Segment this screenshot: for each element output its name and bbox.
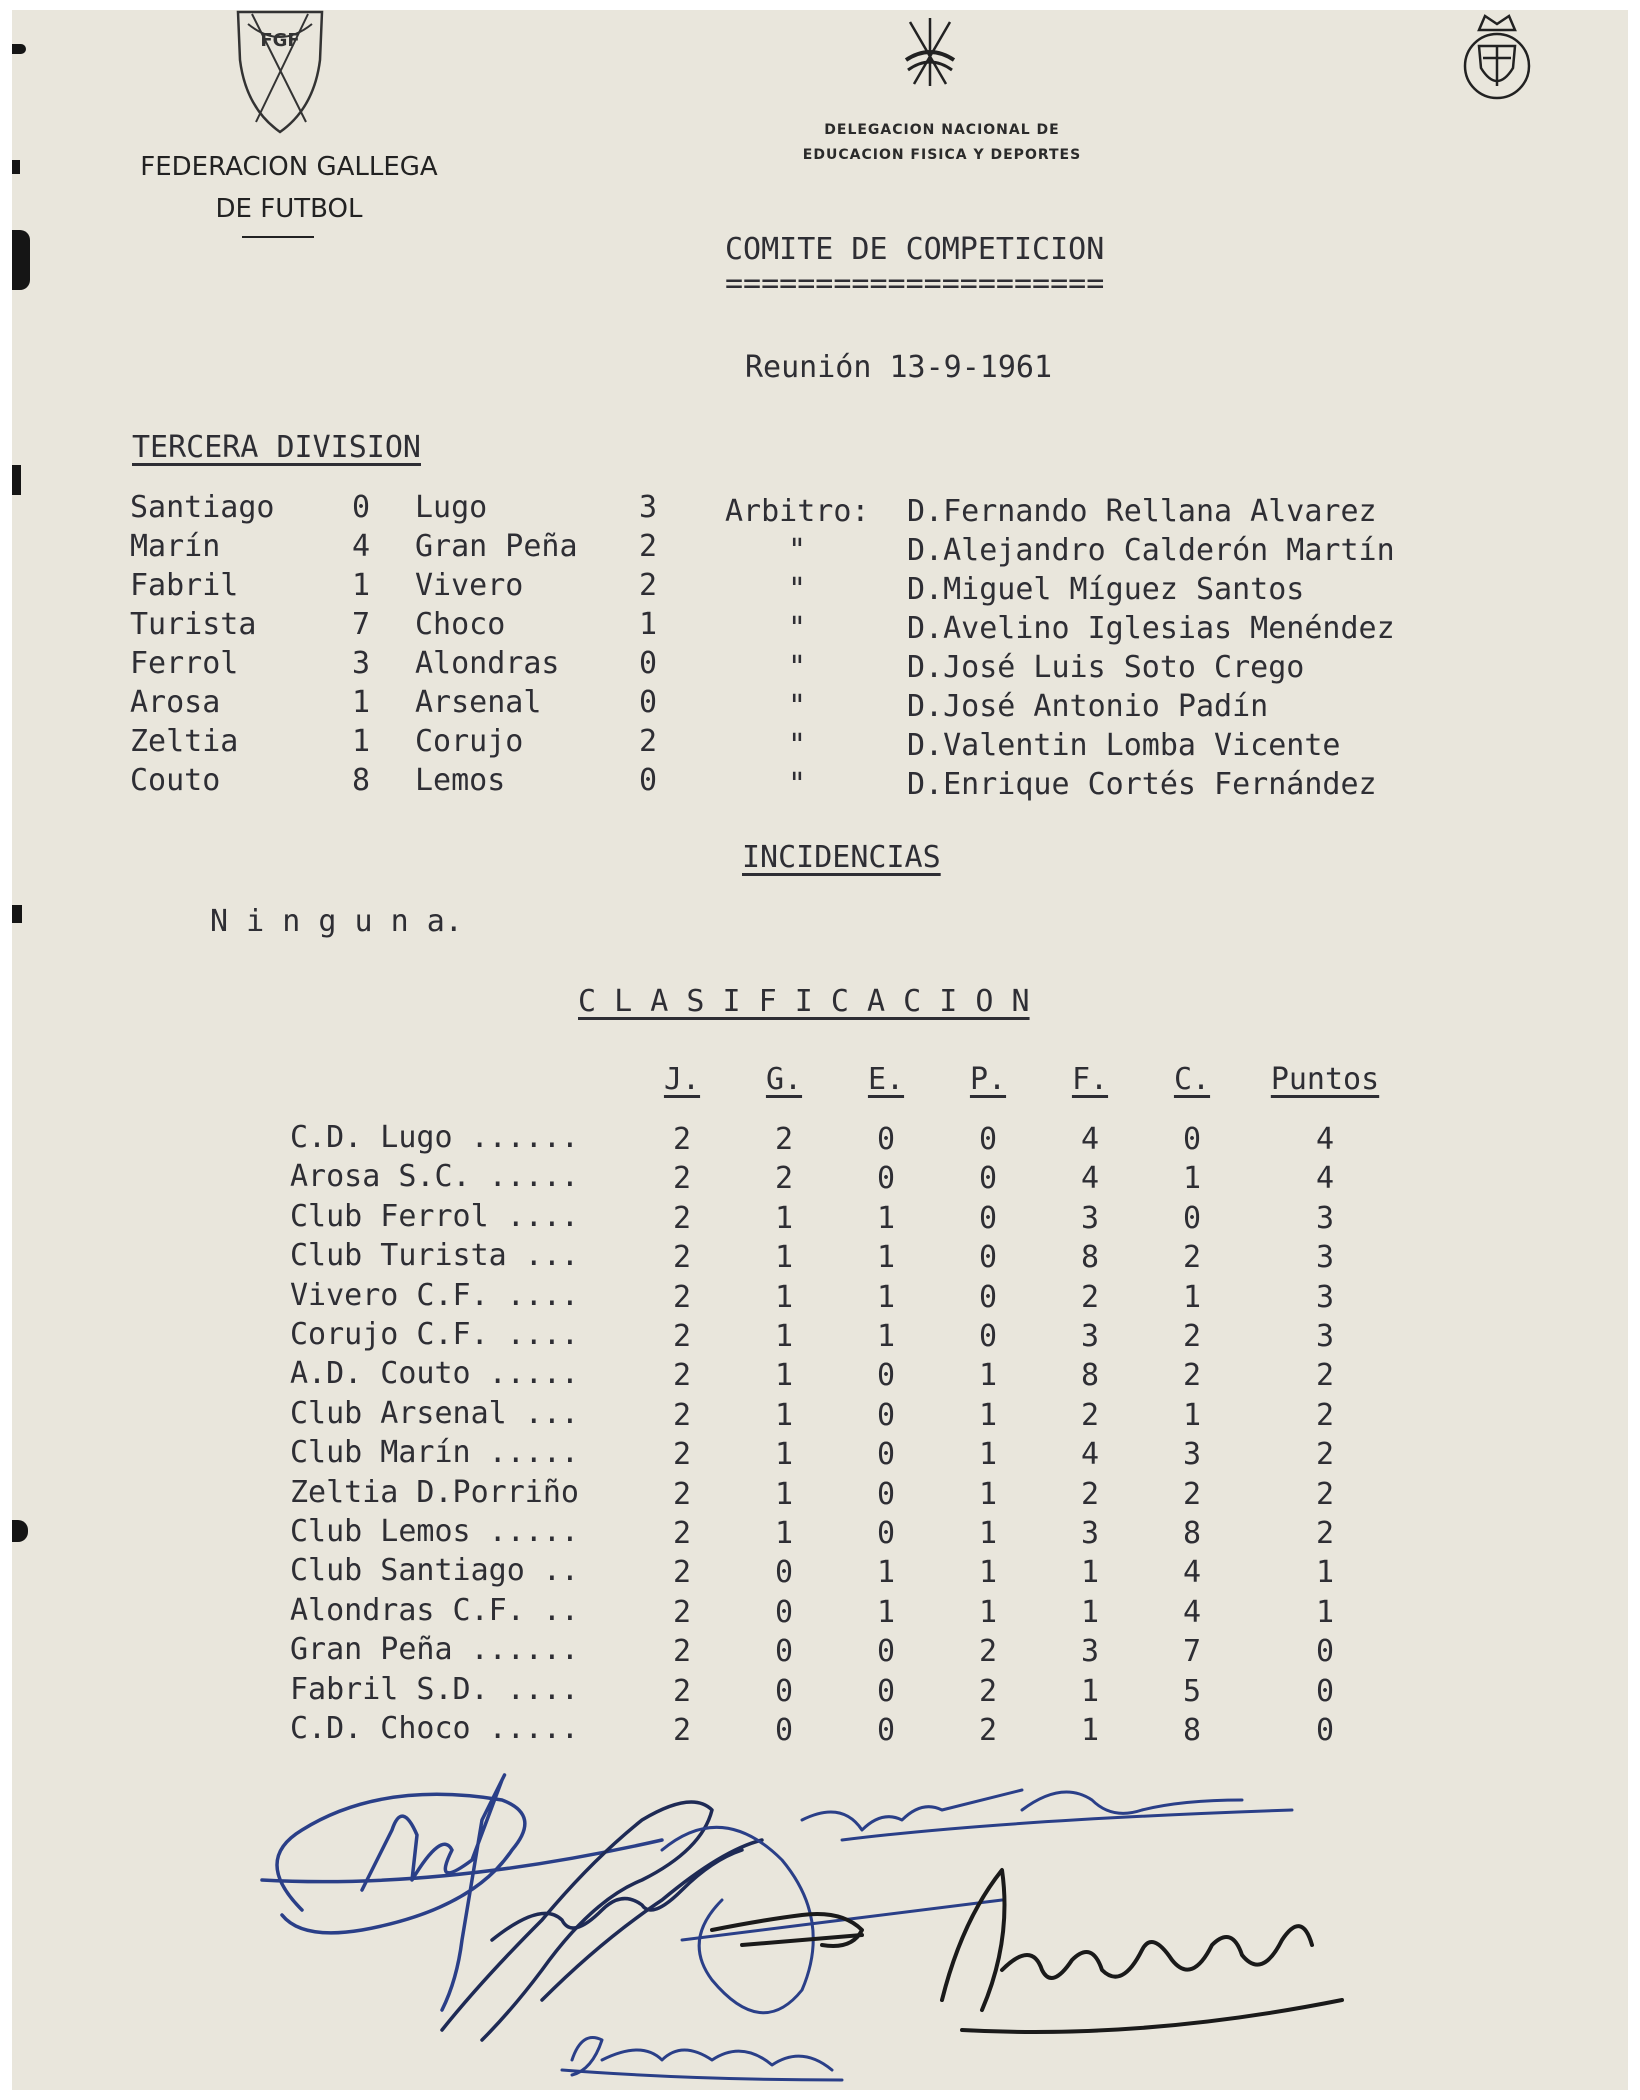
match-home-team: Zeltia: [130, 724, 239, 759]
standings-goals-for: 3: [1080, 1516, 1100, 1551]
standings-drawn: 0: [876, 1516, 896, 1551]
standings-won: 0: [774, 1634, 794, 1670]
match-away-team: Choco: [415, 607, 506, 642]
binder-mark: [12, 160, 20, 174]
referee-name: D.Miguel Míguez Santos: [907, 572, 1305, 607]
standings-played: 2: [672, 1161, 692, 1197]
match-away-goals: 1: [639, 607, 658, 642]
standings-goals-against: 2: [1182, 1476, 1202, 1512]
standings-goals-against: 7: [1182, 1634, 1202, 1670]
standings-drawn: 1: [876, 1240, 896, 1276]
referee-name: D.Valentin Lomba Vicente: [907, 728, 1341, 763]
signature-center: [662, 1790, 1292, 2013]
standings-drawn: 0: [876, 1161, 896, 1197]
standings-goals-for: 2: [1080, 1279, 1100, 1315]
match-away-goals: 0: [639, 685, 658, 720]
committee-title: COMITE DE COMPETICION: [725, 232, 1105, 267]
standings-lost: 0: [978, 1279, 998, 1315]
standings-lost: 1: [978, 1476, 998, 1512]
match-home-team: Couto: [130, 763, 221, 798]
standings-points: 2: [1315, 1516, 1335, 1551]
match-home-goals: 0: [352, 490, 371, 525]
column-header-drawn: E.: [867, 1062, 905, 1097]
referee-ditto: ": [788, 572, 807, 607]
standings-goals-against: 2: [1182, 1240, 1202, 1276]
standings-played: 2: [672, 1397, 692, 1433]
binder-mark: [12, 230, 30, 290]
signatures: [242, 1740, 1542, 2090]
standings-lost: 0: [978, 1240, 998, 1276]
referee-ditto: ": [788, 611, 807, 646]
match-home-goals: 4: [352, 529, 371, 564]
standings-goals-against: 4: [1182, 1594, 1202, 1630]
standings-played: 2: [672, 1358, 692, 1394]
referee-name: D.Avelino Iglesias Menéndez: [907, 611, 1395, 646]
standings-played: 2: [672, 1476, 692, 1512]
standings-goals-against: 1: [1182, 1161, 1202, 1197]
delegation-name-line1: DELEGACION NACIONAL DE: [824, 122, 1060, 138]
standings-team: Gran Peña ......: [290, 1632, 579, 1668]
standings-goals-for: 3: [1080, 1319, 1100, 1354]
standings-points: 2: [1315, 1437, 1335, 1473]
standings-points: 3: [1315, 1279, 1335, 1315]
standings-won: 1: [774, 1437, 794, 1473]
match-away-goals: 2: [639, 529, 658, 564]
standings-team: Club Ferrol ....: [290, 1198, 579, 1234]
standings-goals-for: 3: [1080, 1634, 1100, 1670]
standings-goals-for: 3: [1080, 1200, 1100, 1236]
crowned-crest-emblem: [1457, 10, 1537, 110]
standings-points: 1: [1315, 1594, 1335, 1630]
signature-bottom: [562, 2038, 842, 2081]
standings-drawn: 0: [876, 1122, 896, 1157]
standings-team: Corujo C.F. ....: [290, 1317, 579, 1352]
standings-points: 0: [1315, 1673, 1335, 1709]
standings-played: 2: [672, 1240, 692, 1276]
standings-drawn: 0: [876, 1437, 896, 1473]
column-header-won: G.: [765, 1062, 803, 1097]
standings-team: Vivero C.F. ....: [290, 1277, 579, 1313]
standings-lost: 1: [978, 1594, 998, 1630]
standings-won: 0: [774, 1555, 794, 1591]
binder-mark: [12, 465, 21, 495]
binder-mark: [12, 905, 22, 923]
signature-right: [942, 1870, 1342, 2032]
match-away-team: Arsenal: [415, 685, 542, 720]
standings-drawn: 0: [876, 1713, 896, 1748]
column-header-lost: P.: [969, 1062, 1007, 1097]
referee-name: D.Fernando Rellana Alvarez: [907, 494, 1377, 529]
standings-team: Arosa S.C. .....: [290, 1159, 579, 1195]
standings-played: 2: [672, 1200, 692, 1236]
binder-mark: [12, 1520, 28, 1542]
standings-won: 0: [774, 1673, 794, 1709]
standings-points: 2: [1315, 1476, 1335, 1512]
referee-ditto: ": [788, 650, 807, 685]
federation-name: [94, 146, 484, 230]
standings-goals-for: 1: [1080, 1555, 1100, 1591]
standings-played: 2: [672, 1713, 692, 1748]
standings-won: 1: [774, 1397, 794, 1433]
standings-team: A.D. Couto .....: [290, 1356, 579, 1392]
standings-points: 3: [1315, 1240, 1335, 1276]
standings-won: 1: [774, 1240, 794, 1276]
binder-mark: [12, 44, 26, 54]
match-away-goals: 2: [639, 724, 658, 759]
standings-played: 2: [672, 1673, 692, 1709]
match-home-team: Fabril: [130, 568, 239, 603]
standings-goals-for: 8: [1080, 1358, 1100, 1394]
standings-goals-against: 3: [1182, 1437, 1202, 1473]
standings-won: 0: [774, 1594, 794, 1630]
match-home-goals: 1: [352, 568, 371, 603]
standings-won: 2: [774, 1161, 794, 1197]
standings-points: 0: [1315, 1713, 1335, 1748]
standings-lost: 0: [978, 1122, 998, 1157]
standings-goals-for: 2: [1080, 1476, 1100, 1512]
standings-won: 1: [774, 1516, 794, 1551]
standings-lost: 1: [978, 1437, 998, 1473]
match-home-goals: 1: [352, 685, 371, 720]
referee-name: D.Enrique Cortés Fernández: [907, 767, 1377, 802]
standings-won: 1: [774, 1476, 794, 1512]
standings-lost: 2: [978, 1673, 998, 1709]
referee-ditto: ": [788, 728, 807, 763]
standings-drawn: 0: [876, 1397, 896, 1433]
standings-drawn: 0: [876, 1634, 896, 1670]
standings-played: 2: [672, 1634, 692, 1670]
match-home-team: Marín: [130, 529, 221, 564]
standings-lost: 2: [978, 1713, 998, 1748]
standings-goals-against: 8: [1182, 1516, 1202, 1551]
referee-ditto: ": [788, 767, 807, 802]
standings-points: 3: [1315, 1200, 1335, 1236]
match-away-team: Corujo: [415, 724, 524, 759]
delegation-name-line2: EDUCACION FISICA Y DEPORTES: [802, 147, 1082, 163]
standings-played: 2: [672, 1594, 692, 1630]
match-away-team: Vivero: [415, 568, 524, 603]
standings-goals-against: 0: [1182, 1200, 1202, 1236]
standings-won: 1: [774, 1200, 794, 1236]
match-home-goals: 1: [352, 724, 371, 759]
signature-center-black: [712, 1914, 862, 1946]
standings-drawn: 0: [876, 1476, 896, 1512]
match-home-goals: 3: [352, 646, 371, 681]
standings-goals-against: 5: [1182, 1673, 1202, 1709]
standings-lost: 1: [978, 1358, 998, 1394]
standings-goals-for: 8: [1080, 1240, 1100, 1276]
committee-title-rule: =====================: [725, 266, 1105, 301]
standings-points: 3: [1315, 1319, 1335, 1354]
match-away-team: Lemos: [415, 763, 506, 798]
match-away-goals: 3: [639, 490, 658, 525]
standings-goals-against: 0: [1182, 1122, 1202, 1157]
standings-goals-for: 1: [1080, 1673, 1100, 1709]
standings-played: 2: [672, 1516, 692, 1551]
match-home-goals: 8: [352, 763, 371, 798]
federation-name-line2: DE FUTBOL: [215, 194, 363, 224]
standings-lost: 2: [978, 1634, 998, 1670]
standings-drawn: 1: [876, 1594, 896, 1630]
standings-title: C L A S I F I C A C I O N: [578, 984, 1030, 1019]
match-home-goals: 7: [352, 607, 371, 642]
standings-played: 2: [672, 1319, 692, 1354]
standings-goals-against: 2: [1182, 1319, 1202, 1354]
signature-left: [262, 1775, 662, 2010]
standings-team: Alondras C.F. ..: [290, 1592, 579, 1628]
match-away-goals: 0: [639, 646, 658, 681]
standings-lost: 1: [978, 1555, 998, 1591]
standings-goals-against: 8: [1182, 1713, 1202, 1748]
referee-ditto: ": [788, 533, 807, 568]
standings-team: C.D. Lugo ......: [290, 1120, 579, 1155]
column-header-points: Puntos: [1270, 1062, 1380, 1097]
match-away-team: Gran Peña: [415, 529, 578, 564]
standings-won: 0: [774, 1713, 794, 1748]
standings-lost: 1: [978, 1397, 998, 1433]
standings-team: C.D. Choco .....: [290, 1711, 579, 1746]
standings-drawn: 1: [876, 1319, 896, 1354]
svg-text:FGF: FGF: [260, 30, 300, 51]
standings-won: 1: [774, 1358, 794, 1394]
standings-goals-for: 1: [1080, 1594, 1100, 1630]
standings-team: Club Lemos .....: [290, 1514, 579, 1549]
standings-lost: 1: [978, 1516, 998, 1551]
match-home-team: Turista: [130, 607, 257, 642]
match-home-team: Arosa: [130, 685, 221, 720]
incidents-text: N i n g u n a.: [210, 904, 463, 939]
match-away-goals: 0: [639, 763, 658, 798]
standings-team: Club Arsenal ...: [290, 1395, 579, 1431]
column-header-played: J.: [663, 1062, 701, 1097]
standings-lost: 0: [978, 1200, 998, 1236]
standings-goals-for: 2: [1080, 1397, 1100, 1433]
standings-drawn: 1: [876, 1279, 896, 1315]
standings-goals-for: 1: [1080, 1713, 1100, 1748]
standings-points: 1: [1315, 1555, 1335, 1591]
standings-team: Zeltia D.Porriño: [290, 1474, 579, 1510]
standings-lost: 0: [978, 1319, 998, 1354]
match-home-team: Santiago: [130, 490, 275, 525]
division-title: TERCERA DIVISION: [132, 430, 421, 465]
standings-points: 4: [1315, 1161, 1335, 1197]
signature-center-left: [442, 1802, 762, 2040]
standings-goals-against: 4: [1182, 1555, 1202, 1591]
federation-name-line1: FEDERACION GALLEGA: [140, 152, 438, 182]
standings-goals-for: 4: [1080, 1161, 1100, 1197]
standings-points: 4: [1315, 1122, 1335, 1157]
standings-played: 2: [672, 1437, 692, 1473]
standings-points: 2: [1315, 1397, 1335, 1433]
match-away-goals: 2: [639, 568, 658, 603]
standings-goals-against: 1: [1182, 1279, 1202, 1315]
standings-won: 2: [774, 1122, 794, 1157]
standings-lost: 0: [978, 1161, 998, 1197]
referee-name: D.José Antonio Padín: [907, 689, 1269, 724]
standings-drawn: 1: [876, 1200, 896, 1236]
standings-goals-for: 4: [1080, 1437, 1100, 1473]
incidents-title: INCIDENCIAS: [742, 840, 941, 875]
standings-played: 2: [672, 1555, 692, 1591]
meeting-date: Reunión 13-9-1961: [745, 350, 1053, 385]
referee-ditto: ": [788, 689, 807, 724]
standings-played: 2: [672, 1122, 692, 1157]
referee-label: Arbitro:: [725, 494, 870, 529]
column-header-against: C.: [1173, 1062, 1211, 1097]
referee-name: D.José Luis Soto Crego: [907, 650, 1305, 685]
yoke-and-arrows-emblem: [900, 14, 960, 90]
standings-drawn: 1: [876, 1555, 896, 1591]
document-page: [12, 10, 1628, 2090]
standings-won: 1: [774, 1319, 794, 1354]
standings-goals-for: 4: [1080, 1122, 1100, 1157]
federation-underline: [242, 236, 314, 238]
standings-drawn: 0: [876, 1358, 896, 1394]
standings-team: Fabril S.D. ....: [290, 1671, 579, 1707]
delegation-name: [742, 118, 1142, 168]
ffg-shield-emblem: [234, 10, 326, 135]
standings-drawn: 0: [876, 1673, 896, 1709]
match-away-team: Alondras: [415, 646, 560, 681]
standings-won: 1: [774, 1279, 794, 1315]
standings-team: Club Santiago ..: [290, 1553, 579, 1589]
standings-points: 2: [1315, 1358, 1335, 1394]
standings-points: 0: [1315, 1634, 1335, 1670]
standings-team: Club Turista ...: [290, 1238, 579, 1274]
standings-goals-against: 1: [1182, 1397, 1202, 1433]
referee-name: D.Alejandro Calderón Martín: [907, 533, 1395, 568]
column-header-for: F.: [1071, 1062, 1109, 1097]
standings-team: Club Marín .....: [290, 1435, 579, 1471]
match-away-team: Lugo: [415, 490, 488, 525]
standings-played: 2: [672, 1279, 692, 1315]
match-home-team: Ferrol: [130, 646, 239, 681]
standings-goals-against: 2: [1182, 1358, 1202, 1394]
